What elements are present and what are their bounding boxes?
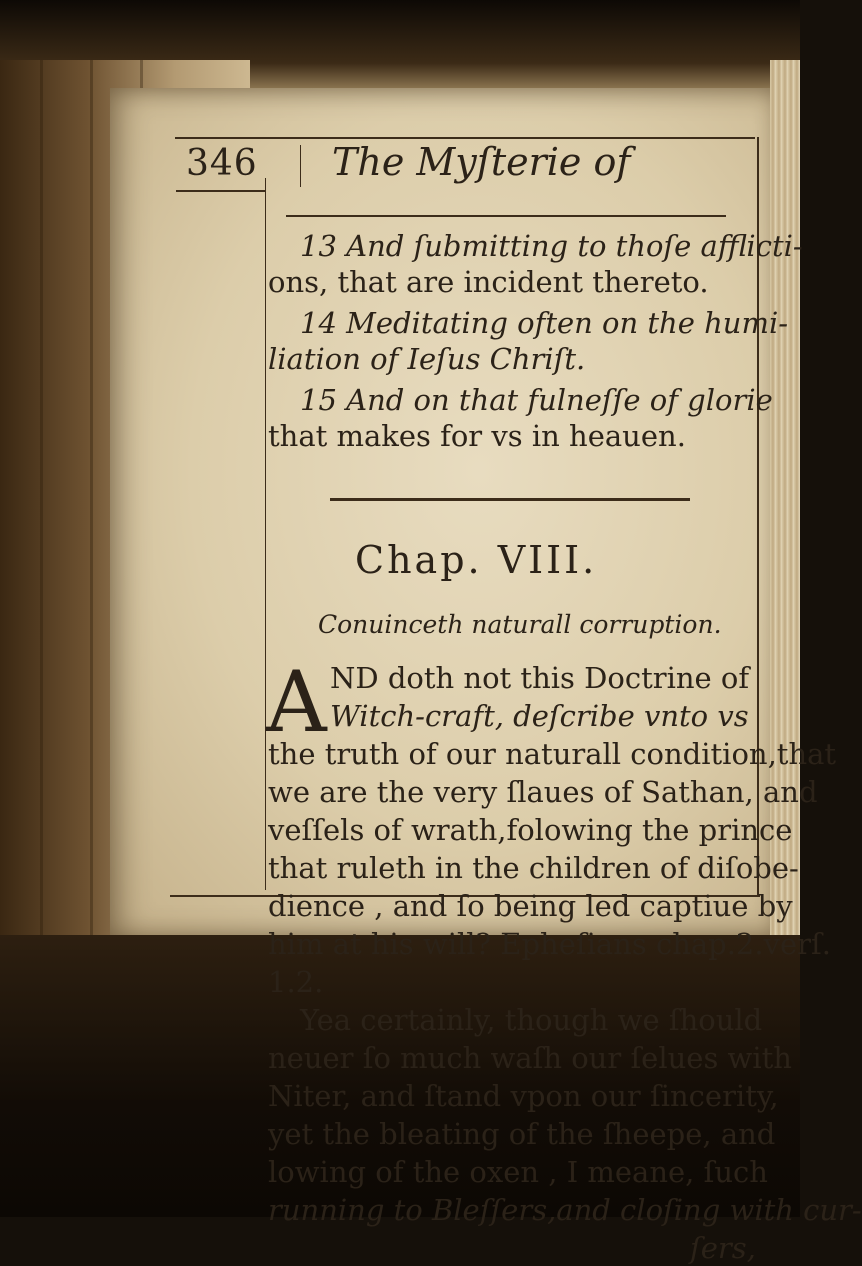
paragraph-1-line: him at his will? Epheſians chap.2.verſ. — [268, 927, 831, 961]
paragraph-1-line: 1.2. — [268, 965, 324, 999]
paragraph-2-line: running to Bleſſers,and cloſing with cur- — [268, 1193, 862, 1227]
list-item-15-line2: that makes for vs in heauen. — [268, 419, 686, 453]
list-item-14-line2: liation of Ieſus Chriſt. — [268, 342, 586, 376]
list-item-14-line1: 14 Meditating often on the humi- — [300, 306, 789, 340]
list-item-13-line1: 13 And ſubmitting to thoſe afflicti- — [300, 229, 803, 263]
paragraph-2-line: neuer ſo much waſh our ſelues with — [268, 1041, 792, 1075]
chapter-title: Chap. VIII. — [355, 538, 598, 582]
list-item-13-line2: ons, that are incident thereto. — [268, 265, 709, 299]
running-head: The Myſterie of — [332, 140, 631, 184]
paragraph-1-line: that ruleth in the children of diſobe- — [268, 851, 799, 885]
paragraph-2-line: lowing of the oxen , I meane, ſuch — [268, 1155, 768, 1189]
paragraph-1-line: Witch-craft, deſcribe vnto vs — [330, 699, 749, 733]
paragraph-1-line: ND doth not this Doctrine of — [330, 661, 750, 695]
paragraph-2-line: Niter, and ſtand vpon our ſincerity, — [268, 1079, 779, 1113]
paragraph-1-line: dience , and ſo being led captiue by — [268, 889, 793, 923]
paragraph-2-line: Yea certainly, though we ſhould — [300, 1003, 763, 1037]
list-item-15-line1: 15 And on that fulneſſe of glorie — [300, 383, 773, 417]
paragraph-1-line: veſſels of wrath,folowing the prince — [268, 813, 793, 847]
drop-cap: A — [266, 653, 327, 751]
page-number: 346 — [186, 143, 258, 184]
paragraph-1-line: we are the very ſlaues of Sathan, and — [268, 775, 818, 809]
paragraph-2-line: yet the bleating of the ſheepe, and — [268, 1117, 776, 1151]
paragraph-2-line: ſers, — [690, 1231, 756, 1265]
chapter-subtitle: Conuinceth naturall corruption. — [318, 610, 722, 639]
paragraph-1-line: the truth of our naturall condition,that — [268, 737, 837, 771]
